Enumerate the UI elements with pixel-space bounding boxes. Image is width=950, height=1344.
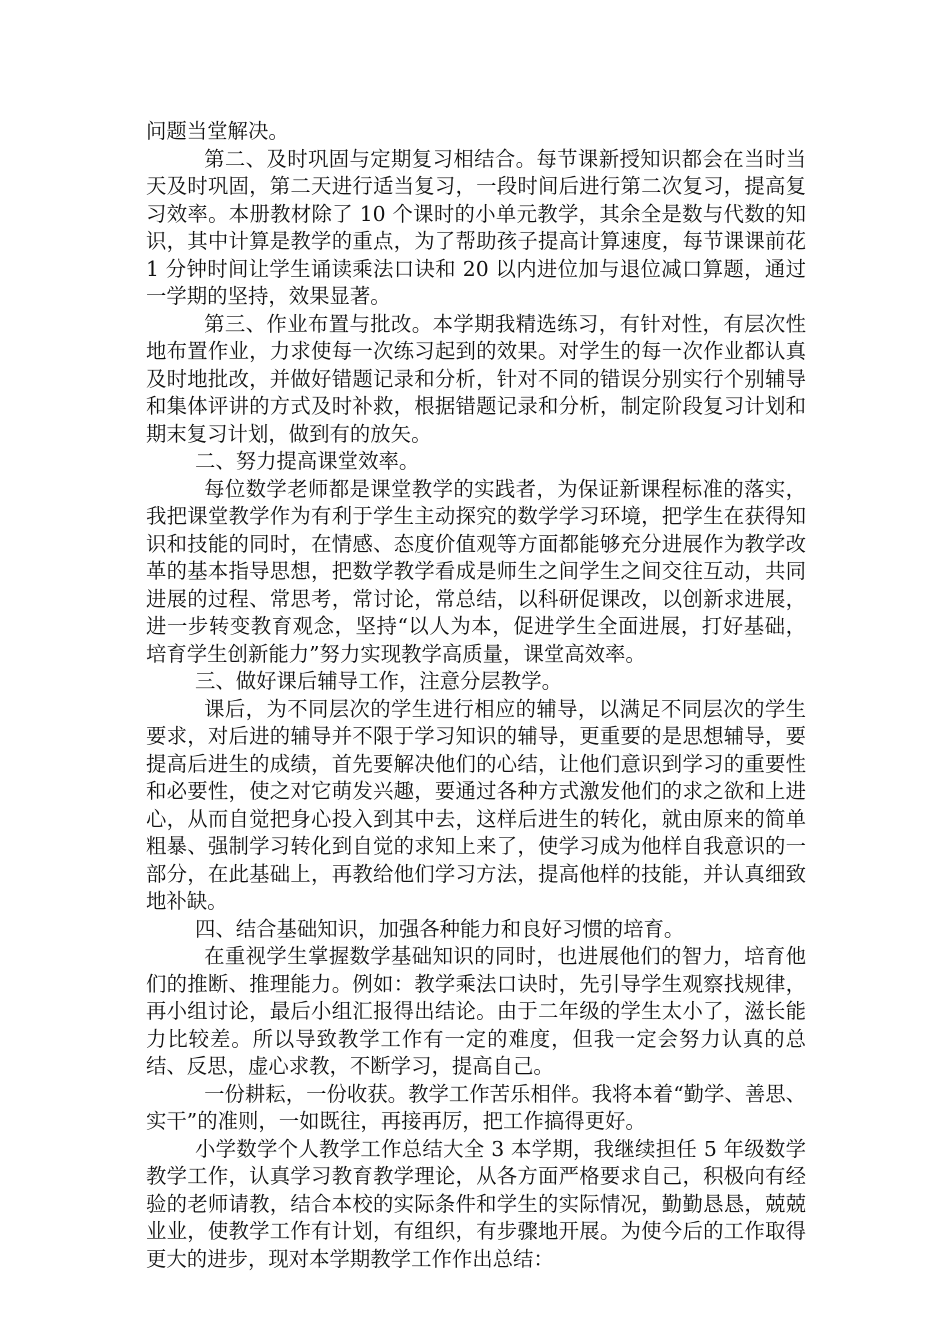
paragraph-3: 第三、作业布置与批改。本学期我精选练习，有针对性，有层次性地布置作业，力求使每一次练习起到的效果。对学生的每一次作业都认真及时地批改，并做好错题记录和分析，针对不同的错误分别实行个别辅导和集体评讲的方式及时补救，根据错题记录和分析，制定阶段复习计划和期末复习计划，做到有的放矢。 <box>146 311 806 446</box>
paragraph-6: 在重视学生掌握数学基础知识的同时，也进展他们的智力，培育他们的推断、推理能力。例如：教学乘法口诀时，先引导学生观察找规律，再小组讨论，最后小组汇报得出结论。由于二年级的学生太小了，滋长能力比较差。所以导致教学工作有一定的难度，但我一定会努力认真的总结、反思，虚心求教，不断学习，提高自己。 <box>146 944 806 1078</box>
section-heading-2: 二、努力提高课堂效率。 <box>194 449 420 473</box>
paragraph-5: 课后，为不同层次的学生进行相应的辅导，以满足不同层次的学生要求，对后进的辅导并不限于学习知识的辅导，更重要的是思想辅导，要提高后进生的成绩，首先要解决他们的心结，让他们意识到学习的重要性和必要性，使之对它萌发兴趣，要通过各种方式激发他们的求之欲和上进心，从而自觉把身心投入到其中去，这样后进生的转化，就由原来的简单粗暴、强制学习转化到自觉的求知上来了，使学习成为他样自我意识的一部分，在此基础上，再教给他们学习方法，提高他样的技能，并认真细致地补缺。 <box>146 696 806 913</box>
paragraph-7: 一份耕耘，一份收获。教学工作苦乐相伴。我将本着“勤学、善思、实干”的准则，一如既往，再接再厉，把工作搞得更好。 <box>146 1081 806 1133</box>
paragraph-1: 问题当堂解决。 <box>146 119 289 143</box>
section-heading-3: 三、做好课后辅导工作，注意分层教学。 <box>194 669 562 693</box>
paragraph-4: 每位数学老师都是课堂教学的实践者，为保证新课程标准的落实，我把课堂教学作为有利于学生主动探究的数学学习环境，把学生在获得知识和技能的同时，在情感、态度价值观等方面都能够充分进展作为教学改革的基本指导思想，把数学教学看成是师生之间学生之间交往互动，共同进展的过程、常思考，常讨论，常总结，以科研促课改，以创新求进展，进一步转变教育观念，坚持“以人为本，促进学生全面进展，打好基础，培育学生创新能力”努力实现教学高质量，课堂高效率。 <box>146 476 806 666</box>
paragraph-2: 第二、及时巩固与定期复习相结合。每节课新授知识都会在当时当天及时巩固，第二天进行适当复习，一段时间后进行第二次复习，提高复习效率。本册教材除了 10 个课时的小单元教学，其余全是数与代数的知识，其中计算是教学的重点，为了帮助孩子提高计算速度，每节课课前花 1 分钟时间让学生诵读乘法口诀和 20 以内进位加与退位减口算题，通过一学期的坚持，效果显著。 <box>146 146 806 308</box>
paragraph-8: 小学数学个人教学工作总结大全 3 本学期，我继续担任 5 年级数学教学工作，认真学习教育教学理论，从各方面严格要求自己，积极向有经验的老师请教，结合本校的实际条件和学生的实际情况，勤勤恳恳，兢兢业业，使教学工作有计划，有组织，有步骤地开展。为使今后的工作取得更大的进步，现对本学期教学工作作出总结： <box>146 1136 806 1271</box>
document-page <box>146 118 806 1273</box>
section-heading-4: 四、结合基础知识，加强各种能力和良好习惯的培育。 <box>194 916 685 941</box>
